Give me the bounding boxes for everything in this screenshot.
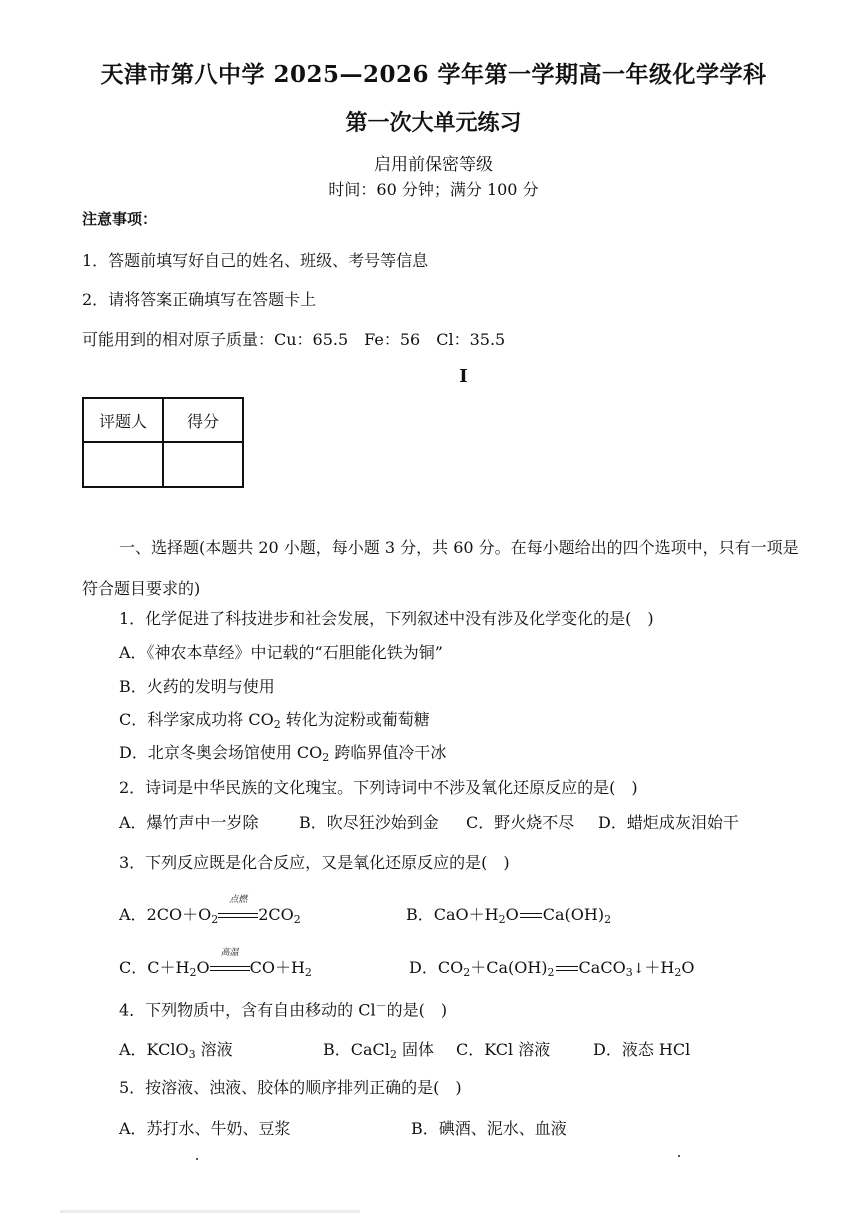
- section-heading-line2: 符合题目要求的): [82, 579, 201, 598]
- score-table-grader-cell[interactable]: [83, 442, 163, 487]
- q5-option-b: B．碘酒、泥水、血液: [411, 1119, 567, 1138]
- q2-option-a: A．爆竹声中一岁除: [119, 813, 259, 832]
- q1-option-a: A．《神农本草经》中记载的“石胆能化铁为铜”: [119, 643, 443, 662]
- q4-option-a: A．KClO$_3$ 溶液: [119, 1040, 233, 1061]
- q3-option-b: B．$CaO+H_2O$ $Ca(OH)_2$: [406, 905, 612, 926]
- q3-option-c: C．$C+H_2O$ 高温 $CO+H_2$: [119, 955, 312, 979]
- q3-c-condition: 高温: [220, 948, 239, 958]
- scan-speck: [678, 1155, 680, 1157]
- atomic-mass-line: 可能用到的相对原子质量：Cu：65.5 Fe：56 Cl：35.5: [82, 330, 506, 349]
- note-item-2: 2．请将答案正确填写在答题卡上: [82, 290, 317, 309]
- q4-option-b: B．CaCl$_2$ 固体: [323, 1040, 434, 1061]
- section-heading-line1: 一、选择题(本题共 20 小题，每小题 3 分，共 60 分。在每小题给出的四个选项中，只有一项是: [119, 538, 799, 557]
- q4-option-c: C．KCl 溶液: [456, 1040, 551, 1059]
- exam-title: 天津市第八中学 2025—2026 学年第一学期高一年级化学学科: [100, 61, 767, 88]
- scan-edge-smudge: [60, 1210, 360, 1213]
- q3-option-a: A．$2CO+O_2$ 点燃 $2CO_2$: [119, 902, 301, 926]
- score-table-header-score: 得分: [163, 398, 243, 442]
- q1-option-c: C．科学家成功将 $CO_2$ 转化为淀粉或葡萄糖: [119, 710, 430, 731]
- precipitate-arrow: ↓: [632, 961, 645, 977]
- q3-a-condition: 点燃: [229, 895, 248, 905]
- score-table: [82, 397, 244, 488]
- q2-option-d: D．蜡炬成灰泪始干: [598, 813, 739, 832]
- notes-heading: 注意事项：: [82, 210, 158, 228]
- score-table-header-grader: 评题人: [83, 398, 163, 442]
- exam-subtitle: 第一次大单元练习: [345, 110, 522, 136]
- q1-option-b: B．火药的发明与使用: [119, 677, 275, 696]
- q5-stem: 5．按溶液、浊液、胶体的顺序排列正确的是( ): [119, 1078, 462, 1097]
- q2-option-b: B．吹尽狂沙始到金: [299, 813, 439, 832]
- q4-stem: 4．下列物质中，含有自由移动的 Cl－的是( ): [119, 999, 448, 1020]
- q1-stem: 1．化学促进了科技进步和社会发展，下列叙述中没有涉及化学变化的是( ): [119, 609, 654, 628]
- q3-option-d: D．$CO_2+Ca(OH)_2$ $CaCO_3↓+H_2O$: [409, 958, 695, 979]
- note-item-1: 1．答题前填写好自己的姓名、班级、考号等信息: [82, 251, 429, 270]
- q5-option-a: A．苏打水、牛奶、豆浆: [119, 1119, 291, 1138]
- score-table-score-cell[interactable]: [163, 442, 243, 487]
- q1-option-d: D．北京冬奥会场馆使用 $CO_2$ 跨临界值冷干冰: [119, 743, 447, 764]
- q4-option-d: D．液态 HCl: [593, 1040, 691, 1059]
- part-label: I: [459, 366, 468, 387]
- q2-option-c: C．野火烧不尽: [466, 813, 575, 832]
- time-and-score: 时间：60 分钟；满分 100 分: [328, 180, 539, 199]
- scan-speck: [196, 1158, 198, 1160]
- q2-stem: 2．诗词是中华民族的文化瑰宝。下列诗词中不涉及氧化还原反应的是( ): [119, 778, 638, 797]
- q3-stem: 3．下列反应既是化合反应，又是氧化还原反应的是( ): [119, 853, 510, 872]
- secrecy-level: 启用前保密等级: [374, 155, 493, 175]
